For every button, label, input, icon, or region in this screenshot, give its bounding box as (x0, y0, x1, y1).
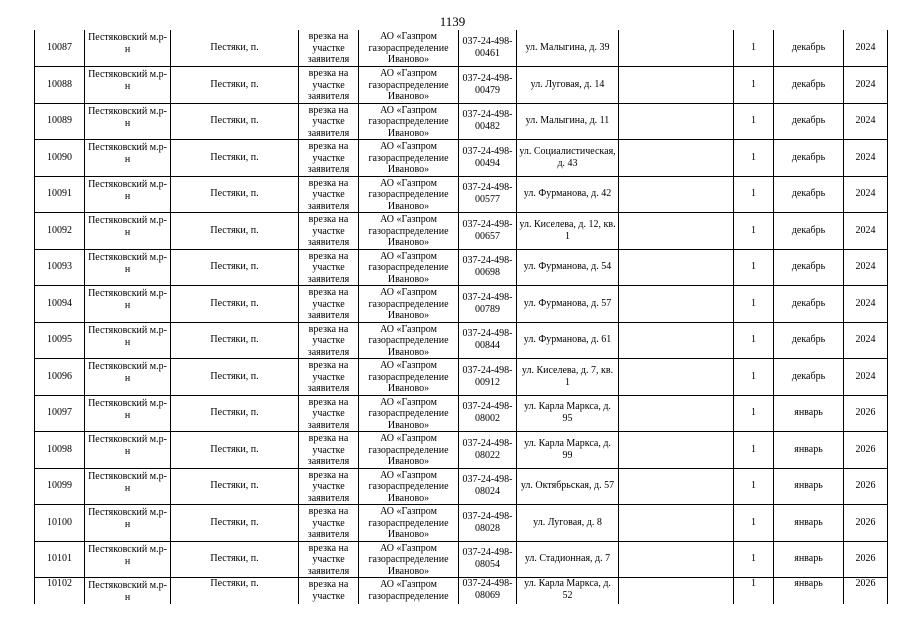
cell-year: 2026 (844, 505, 888, 542)
cell-settlement: Пестяки, п. (171, 432, 299, 469)
cell-year: 2024 (844, 176, 888, 213)
cell-empty (619, 30, 734, 67)
cell-region: Пестяковский м.р-н (85, 541, 171, 578)
cell-settlement: Пестяки, п. (171, 249, 299, 286)
table-row (35, 286, 888, 323)
cell-quantity: 1 (734, 286, 774, 323)
cell-id: 10092 (35, 213, 85, 250)
cell-code: 037-24-498-00844 (459, 322, 517, 359)
cell-organization: АО «Газпром газораспределение Иваново» (359, 67, 459, 104)
cell-month: январь (774, 505, 844, 542)
cell-region: Пестяковский м.р-н (85, 30, 171, 67)
cell-code: 037-24-498-00461 (459, 30, 517, 67)
table-row (35, 322, 888, 359)
cell-work-type: врезка на участке заявителя (299, 432, 359, 469)
cell-organization: АО «Газпром газораспределение Иваново» (359, 468, 459, 505)
cell-work-type: врезка на участке (299, 578, 359, 605)
cell-id: 10099 (35, 468, 85, 505)
cell-month: декабрь (774, 176, 844, 213)
cell-work-type: врезка на участке заявителя (299, 395, 359, 432)
cell-settlement: Пестяки, п. (171, 578, 299, 605)
table-row (35, 505, 888, 542)
cell-id: 10087 (35, 30, 85, 67)
cell-work-type: врезка на участке заявителя (299, 176, 359, 213)
cell-address: ул. Социалистическая, д. 43 (517, 140, 619, 177)
cell-address: ул. Карла Маркса, д. 95 (517, 395, 619, 432)
cell-work-type: врезка на участке заявителя (299, 359, 359, 396)
cell-organization: АО «Газпром газораспределение Иваново» (359, 541, 459, 578)
table-row (35, 103, 888, 140)
cell-month: январь (774, 541, 844, 578)
cell-region: Пестяковский м.р-н (85, 140, 171, 177)
cell-quantity: 1 (734, 578, 774, 605)
cell-empty (619, 286, 734, 323)
cell-year: 2024 (844, 249, 888, 286)
cell-organization: АО «Газпром газораспределение Иваново» (359, 322, 459, 359)
cell-organization: АО «Газпром газораспределение Иваново» (359, 30, 459, 67)
page-number: 1139 (439, 14, 466, 29)
cell-region: Пестяковский м.р-н (85, 578, 171, 605)
table-row (35, 213, 888, 250)
cell-work-type: врезка на участке заявителя (299, 67, 359, 104)
cell-organization: АО «Газпром газораспределение Иваново» (359, 359, 459, 396)
cell-quantity: 1 (734, 432, 774, 469)
cell-work-type: врезка на участке заявителя (299, 30, 359, 67)
cell-work-type: врезка на участке заявителя (299, 286, 359, 323)
cell-empty (619, 359, 734, 396)
cell-settlement: Пестяки, п. (171, 541, 299, 578)
table-row (35, 30, 888, 67)
table-row (35, 468, 888, 505)
table-row (35, 395, 888, 432)
cell-year: 2024 (844, 286, 888, 323)
cell-settlement: Пестяки, п. (171, 176, 299, 213)
cell-quantity: 1 (734, 176, 774, 213)
cell-quantity: 1 (734, 468, 774, 505)
cell-empty (619, 213, 734, 250)
cell-settlement: Пестяки, п. (171, 30, 299, 67)
cell-month: декабрь (774, 249, 844, 286)
cell-settlement: Пестяки, п. (171, 140, 299, 177)
cell-organization: АО «Газпром газораспределение Иваново» (359, 286, 459, 323)
cell-settlement: Пестяки, п. (171, 213, 299, 250)
registry-table (34, 30, 888, 604)
cell-month: январь (774, 468, 844, 505)
cell-address: ул. Луговая, д. 8 (517, 505, 619, 542)
cell-region: Пестяковский м.р-н (85, 432, 171, 469)
cell-code: 037-24-498-08054 (459, 541, 517, 578)
cell-work-type: врезка на участке заявителя (299, 505, 359, 542)
cell-year: 2024 (844, 30, 888, 67)
cell-month: декабрь (774, 140, 844, 177)
cell-code: 037-24-498-00912 (459, 359, 517, 396)
cell-code: 037-24-498-08002 (459, 395, 517, 432)
cell-month: январь (774, 432, 844, 469)
cell-code: 037-24-498-00657 (459, 213, 517, 250)
cell-address: ул. Фурманова, д. 61 (517, 322, 619, 359)
cell-quantity: 1 (734, 30, 774, 67)
cell-work-type: врезка на участке заявителя (299, 103, 359, 140)
cell-code: 037-24-498-00698 (459, 249, 517, 286)
cell-code: 037-24-498-08069 (459, 578, 517, 605)
table-row (35, 176, 888, 213)
cell-id: 10096 (35, 359, 85, 396)
cell-region: Пестяковский м.р-н (85, 468, 171, 505)
cell-code: 037-24-498-00482 (459, 103, 517, 140)
cell-work-type: врезка на участке заявителя (299, 322, 359, 359)
table-row (35, 140, 888, 177)
cell-organization: АО «Газпром газораспределение Иваново» (359, 505, 459, 542)
cell-settlement: Пестяки, п. (171, 322, 299, 359)
cell-id: 10101 (35, 541, 85, 578)
cell-year: 2026 (844, 541, 888, 578)
cell-empty (619, 249, 734, 286)
cell-id: 10100 (35, 505, 85, 542)
cell-id: 10090 (35, 140, 85, 177)
cell-month: декабрь (774, 30, 844, 67)
cell-empty (619, 395, 734, 432)
cell-address: ул. Фурманова, д. 57 (517, 286, 619, 323)
cell-year: 2026 (844, 578, 888, 605)
cell-organization: АО «Газпром газораспределение Иваново» (359, 176, 459, 213)
cell-id: 10097 (35, 395, 85, 432)
cell-organization: АО «Газпром газораспределение Иваново» (359, 213, 459, 250)
cell-year: 2024 (844, 140, 888, 177)
cell-work-type: врезка на участке заявителя (299, 213, 359, 250)
cell-settlement: Пестяки, п. (171, 359, 299, 396)
cell-organization: АО «Газпром газораспределение (359, 578, 459, 605)
cell-address: ул. Луговая, д. 14 (517, 67, 619, 104)
cell-empty (619, 432, 734, 469)
cell-month: декабрь (774, 359, 844, 396)
cell-empty (619, 140, 734, 177)
cell-work-type: врезка на участке заявителя (299, 468, 359, 505)
cell-empty (619, 541, 734, 578)
cell-region: Пестяковский м.р-н (85, 103, 171, 140)
cell-id: 10093 (35, 249, 85, 286)
cell-region: Пестяковский м.р-н (85, 176, 171, 213)
table-row (35, 67, 888, 104)
cell-empty (619, 103, 734, 140)
cell-month: декабрь (774, 213, 844, 250)
cell-region: Пестяковский м.р-н (85, 395, 171, 432)
cell-id: 10088 (35, 67, 85, 104)
cell-settlement: Пестяки, п. (171, 286, 299, 323)
cell-work-type: врезка на участке заявителя (299, 249, 359, 286)
cell-quantity: 1 (734, 67, 774, 104)
cell-quantity: 1 (734, 322, 774, 359)
cell-quantity: 1 (734, 359, 774, 396)
cell-empty (619, 505, 734, 542)
cell-code: 037-24-498-08024 (459, 468, 517, 505)
cell-settlement: Пестяки, п. (171, 103, 299, 140)
table-row (35, 432, 888, 469)
cell-address: ул. Малыгина, д. 11 (517, 103, 619, 140)
cell-quantity: 1 (734, 249, 774, 286)
table-row (35, 541, 888, 578)
cell-work-type: врезка на участке заявителя (299, 541, 359, 578)
cell-work-type: врезка на участке заявителя (299, 140, 359, 177)
table-body (35, 30, 888, 604)
cell-empty (619, 468, 734, 505)
cell-month: январь (774, 578, 844, 605)
cell-quantity: 1 (734, 541, 774, 578)
cell-organization: АО «Газпром газораспределение Иваново» (359, 249, 459, 286)
cell-month: январь (774, 395, 844, 432)
cell-organization: АО «Газпром газораспределение Иваново» (359, 395, 459, 432)
cell-empty (619, 578, 734, 605)
cell-settlement: Пестяки, п. (171, 395, 299, 432)
cell-year: 2026 (844, 432, 888, 469)
cell-region: Пестяковский м.р-н (85, 359, 171, 396)
cell-settlement: Пестяки, п. (171, 505, 299, 542)
table-row (35, 359, 888, 396)
cell-month: декабрь (774, 322, 844, 359)
table-row (35, 578, 888, 605)
cell-id: 10094 (35, 286, 85, 323)
cell-address: ул. Карла Маркса, д. 99 (517, 432, 619, 469)
cell-code: 037-24-498-08028 (459, 505, 517, 542)
cell-empty (619, 67, 734, 104)
cell-address: ул. Киселева, д. 7, кв. 1 (517, 359, 619, 396)
cell-address: ул. Октябрьская, д. 57 (517, 468, 619, 505)
cell-month: декабрь (774, 67, 844, 104)
table-row (35, 249, 888, 286)
cell-organization: АО «Газпром газораспределение Иваново» (359, 432, 459, 469)
cell-address: ул. Стадионная, д. 7 (517, 541, 619, 578)
cell-id: 10089 (35, 103, 85, 140)
cell-quantity: 1 (734, 103, 774, 140)
cell-year: 2024 (844, 103, 888, 140)
cell-code: 037-24-498-00789 (459, 286, 517, 323)
cell-address: ул. Карла Маркса, д. 52 (517, 578, 619, 605)
cell-region: Пестяковский м.р-н (85, 213, 171, 250)
cell-empty (619, 322, 734, 359)
cell-region: Пестяковский м.р-н (85, 505, 171, 542)
cell-year: 2024 (844, 213, 888, 250)
cell-year: 2024 (844, 67, 888, 104)
cell-id: 10095 (35, 322, 85, 359)
cell-month: декабрь (774, 103, 844, 140)
cell-settlement: Пестяки, п. (171, 468, 299, 505)
cell-region: Пестяковский м.р-н (85, 249, 171, 286)
cell-code: 037-24-498-08022 (459, 432, 517, 469)
cell-id: 10091 (35, 176, 85, 213)
cell-address: ул. Малыгина, д. 39 (517, 30, 619, 67)
cell-quantity: 1 (734, 213, 774, 250)
cell-region: Пестяковский м.р-н (85, 286, 171, 323)
cell-code: 037-24-498-00494 (459, 140, 517, 177)
cell-code: 037-24-498-00577 (459, 176, 517, 213)
cell-id: 10098 (35, 432, 85, 469)
cell-address: ул. Фурманова, д. 54 (517, 249, 619, 286)
cell-quantity: 1 (734, 395, 774, 432)
cell-id: 10102 (35, 578, 85, 605)
cell-organization: АО «Газпром газораспределение Иваново» (359, 103, 459, 140)
cell-organization: АО «Газпром газораспределение Иваново» (359, 140, 459, 177)
cell-quantity: 1 (734, 140, 774, 177)
cell-quantity: 1 (734, 505, 774, 542)
cell-region: Пестяковский м.р-н (85, 322, 171, 359)
cell-code: 037-24-498-00479 (459, 67, 517, 104)
cell-year: 2026 (844, 395, 888, 432)
cell-month: декабрь (774, 286, 844, 323)
cell-year: 2024 (844, 322, 888, 359)
cell-address: ул. Киселева, д. 12, кв. 1 (517, 213, 619, 250)
cell-address: ул. Фурманова, д. 42 (517, 176, 619, 213)
cell-year: 2024 (844, 359, 888, 396)
cell-settlement: Пестяки, п. (171, 67, 299, 104)
cell-year: 2026 (844, 468, 888, 505)
cell-empty (619, 176, 734, 213)
cell-region: Пестяковский м.р-н (85, 67, 171, 104)
